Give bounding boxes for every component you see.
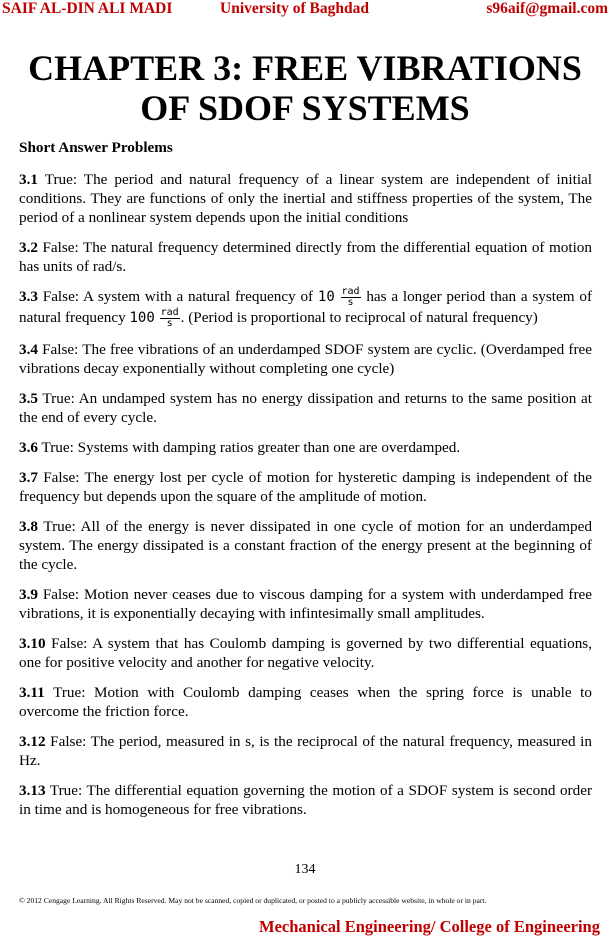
answer-text: False: A system that has Coulomb damping is governed by two differential equations, one for positive velocity and another for negative velocity.	[19, 635, 592, 672]
page-footer: Mechanical Engineering/ College of Engineering	[259, 917, 600, 936]
answer-number: 3.10	[19, 635, 46, 653]
answer-text: False: The period, measured in s, is the reciprocal of the natural frequency, measured in Hz.	[19, 733, 592, 770]
answer-number: 3.5	[19, 390, 38, 408]
answer-3-9	[19, 585, 592, 623]
document-body	[19, 138, 592, 830]
answer-text: True: The differential equation governing the motion of a SDOF system is second order in time and is homogeneous for free vibrations.	[19, 782, 592, 819]
answer-text: . (Period is proportional to reciprocal of natural frequency)	[180, 309, 538, 327]
answer-text: True: An undamped system has no energy dissipation and returns to the same position at the end of every cycle.	[19, 390, 592, 427]
answer-text: True: Motion with Coulomb damping ceases when the spring force is unable to overcome the friction force.	[19, 684, 592, 721]
header-email: s96aif@gmail.com	[486, 0, 608, 17]
answer-3-4	[19, 340, 592, 378]
answer-3-10	[19, 634, 592, 672]
answer-text: True: Systems with damping ratios greater than one are overdamped.	[37, 439, 461, 457]
frequency-value-10: 10	[317, 289, 335, 305]
answer-text: False: Motion never ceases due to viscous damping for a system with underdamped free vibrations, it is exponentially decaying with infintesimally small amplitudes.	[19, 586, 592, 623]
answer-number: 3.1	[19, 171, 38, 188]
answer-text: has a longer period than a system of natural frequency	[19, 288, 592, 327]
answer-3-11	[19, 683, 592, 721]
answer-number: 3.12	[19, 733, 46, 751]
answer-text: False: The natural frequency determined directly from the differential equation of motion has units of rad/s.	[19, 239, 592, 275]
answer-number: 3.6	[19, 439, 38, 457]
answer-3-7	[19, 468, 592, 506]
fraction-denominator: s	[347, 297, 354, 309]
answer-number: 3.2	[19, 239, 38, 256]
fraction-numerator: rad	[160, 307, 179, 319]
answer-number: 3.7	[19, 469, 38, 487]
answer-3-1	[19, 170, 592, 227]
frequency-value-100: 100	[129, 310, 155, 327]
answer-3-8	[19, 517, 592, 574]
answer-3-12	[19, 732, 592, 770]
header-author: SAIF AL-DIN ALI MADI	[2, 0, 173, 17]
answer-text: True: The period and natural frequency of a linear system are independent of initial conditions. They are functions of only the inertial and stiffness properties of the system, The period of a nonlinear system depends upon the initial conditions	[19, 171, 592, 226]
copyright-notice: © 2012 Cengage Learning. All Rights Reserved. May not be scanned, copied or duplicated, or posted to a publicly accessible website, in whole or in part.	[19, 896, 487, 905]
page-header	[0, 0, 610, 20]
chapter-title: CHAPTER 3: FREE VIBRATIONS OF SDOF SYSTEMS	[28, 48, 582, 128]
answer-text: False: The energy lost per cycle of motion for hysteretic damping is independent of the frequency but depends upon the square of the amplitude of motion.	[19, 469, 592, 506]
answer-3-3	[19, 287, 592, 329]
section-heading: Short Answer Problems	[19, 139, 173, 156]
answer-number: 3.11	[19, 684, 45, 702]
answer-number: 3.9	[19, 586, 38, 604]
answer-number: 3.4	[19, 341, 38, 359]
unit-fraction-rad-per-s	[341, 287, 361, 308]
answer-text: True: All of the energy is never dissipated in one cycle of motion for an underdamped system. The energy dissipated is a constant fraction of the energy present at the beginning of the cycle.	[19, 518, 592, 574]
answer-3-6	[19, 438, 592, 457]
answer-number: 3.8	[19, 518, 38, 536]
fraction-denominator: s	[166, 318, 173, 330]
fraction-numerator: rad	[341, 286, 360, 298]
answer-number: 3.13	[19, 782, 46, 800]
answer-3-2	[19, 238, 592, 276]
answer-3-13	[19, 781, 592, 819]
page-number: 134	[294, 862, 316, 877]
answer-number: 3.3	[19, 288, 38, 305]
unit-fraction-rad-per-s	[160, 308, 180, 329]
header-university: University of Baghdad	[220, 0, 369, 17]
answer-text: False: The free vibrations of an underdamped SDOF system are cyclic. (Overdamped free vibrations decay exponentially without completing one cycle)	[19, 341, 592, 378]
answer-text: False: A system with a natural frequency of	[37, 288, 318, 305]
answer-3-5	[19, 389, 592, 427]
